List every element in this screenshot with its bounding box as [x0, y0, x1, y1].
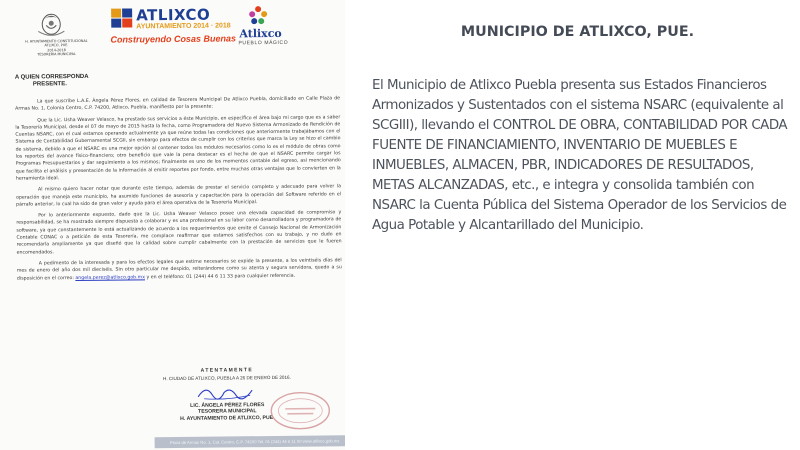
- official-stamp: [269, 390, 331, 431]
- letter-paragraph-5: A pedimento de la interesada y para los efectos legales que estime necesarios se expide la presente, a los veintiséis días del mes de enero del año dos mil dieciséis. Sin otro particular me despido, reiterándome como su atenta y segura servidora, quedo a su disposición en el correo: angela.perez@atlixco.gob.mx y en el teléfono: 01 (244) 44 6 11 33 para cualquier referencia.: [16, 258, 342, 282]
- signer-name: LIC. ÁNGELA PÉREZ FLORES: [190, 402, 265, 409]
- letter-paragraph-2: Que la Lic. Usha Weaver Velasco, ha prestado sus servicios a éste Municipio, en específico el área bajo mi cargo que es a saber la Tesorería Municipal, desde el 07 de mayo de 2015 hasta la fecha, como Programadora del Nuevo Sistema Armonizado de Rendición de Cuentas NSARC, con el cual estamos operando actualmente ya que reúne todas las condiciones que anteriormente trabajábamos con el Sistema de Contabilidad Gubernamental SCGII, sin embargo para efectos de cumplir con los criterios que marca la Ley se hizo el cambio de sistema, debido a que el NSARC es una mejor opción al contener todos los módulos necesarios como lo es el módulo de obras como los reportes del avance físico-financiero; otro beneficio que vale la pena destacar es el hecho de que el NSARC permite cargar los Programas Presupuestarios y dar seguimiento a los mismos; finalmente es uno de los momentos contable del egreso, así mencionando que facilita el análisis y presentación de la información al emitir reportes por fondo, entre muchas otras ventajas que lo convierten en la herramienta ideal.: [15, 114, 341, 182]
- signer-organization: H. AYUNTAMIENTO DE ATLIXCO, PUE.: [180, 414, 275, 422]
- letter-paragraph-4: Por lo anteriormente expuesto, dado que la Lic. Usha Weaver Velasco posee una elevada capacidad de compromiso y responsabilidad, se ha mostrado siempre dispuesta a colaborar y es una profesional en su labor como desarrolladora y programadora de software, ya que constantemente lo está actualizando de acuerdo a los requerimientos que emite el Consejo Nacional de Armonización Contable CONAC o a petición de esta Tesorería, me complace reafirmar que estamos satisfechos con su trabajo, y no dudo en recomendarla ampliamente ya que diseñó que la calidad sobre cumplir cabalmente con la prestación de servicios que le fueren encomendados.: [16, 210, 342, 256]
- letterhead: [10, 0, 341, 63]
- scanned-letter: [0, 0, 345, 450]
- pueblo-magico-name: Atlixco: [239, 26, 282, 41]
- handwritten-signature: [192, 382, 262, 403]
- atlixco-logo-icon: [110, 6, 136, 30]
- letter-footer: Plaza de Armas No. 1, Col. Centro, C.P. 74200 Tel. 01 (244) 44 6 11 00 www.atlixco.gob.mx: [155, 435, 345, 448]
- addressee-present: PRESENTE.: [32, 81, 67, 88]
- closing-attentamente: ATENTAMENTE: [200, 367, 254, 374]
- letter-page: [10, 0, 345, 450]
- letter-body: [15, 95, 342, 286]
- page-title: MUNICIPIO DE ATLIXCO, PUE.: [460, 24, 695, 40]
- brand-name: ATLIXCO: [136, 5, 211, 25]
- coat-of-arms-icon: [34, 9, 68, 37]
- signer-title: TESORERA MUNICIPAL: [198, 408, 257, 416]
- government-header: H. AYUNTAMIENTO CONSTITUCIONAL ATLIXCO, PUE. 2014-2018 TESORERIA MUNICIPAL: [25, 38, 88, 57]
- place-and-date: H. CIUDAD DE ATLIXCO, PUEBLA A 26 DE ENERO DE 2016.: [163, 374, 291, 382]
- description-text: El Municipio de Atlixco Puebla presenta sus Estados Financieros Armonizados y Sustentados con el sistema NSARC (equivalente al SCGIII), llevando el CONTROL DE OBRA, CONTABILIDAD POR CADA FUENTE DE FINANCIAMIENTO, INVENTARIO DE MUEBLES E INMUEBLES, ALMACEN, PBR, INDICADORES DE RESULTADOS, METAS ALCANZADAS, etc., e integra y consolida también con NSARC la Cuenta Pública del Sistema Operador de los Servicios de Agua Potable y Alcantarillado del Municipio.: [372, 78, 788, 233]
- letter-paragraph-3: Al mismo quiero hacer notar que durante este tiempo, además de prestar el servicio completo y adecuado para volver la operación que maneja este municipio, ha asumido funciones de asesoría y capacitación para la operación del Software referido en el párrafo anterior, lo cual ha sido de gran valor y ayuda para el área operativa de la Tesorería Municipal.: [16, 184, 342, 208]
- atlixco-brand: [110, 5, 240, 45]
- brand-slogan: Construyendo Cosas Buenas: [110, 33, 236, 45]
- addressee-line: A QUIEN CORRESPONDA: [14, 73, 89, 81]
- email-link[interactable]: angela.perez@atlixco.gob.mx: [75, 274, 146, 281]
- pueblo-magico-label: PUEBLO MÁGICO: [238, 39, 289, 47]
- pueblo-magico-logo-icon: [248, 5, 268, 25]
- letter-addressee: [15, 74, 89, 90]
- letter-paragraph-1: La que suscribe L.A.E. Ángela Pérez Flores, en calidad de Tesorera Municipal De Atlixco Puebla, domiciliado en Calle Plaza de Armas No. 1, Colonia Centro, C.P. 74200, Atlixco, Puebla, manifiesto por la presente:: [15, 96, 341, 112]
- brand-administration: AYUNTAMIENTO 2014 · 2018: [136, 22, 231, 31]
